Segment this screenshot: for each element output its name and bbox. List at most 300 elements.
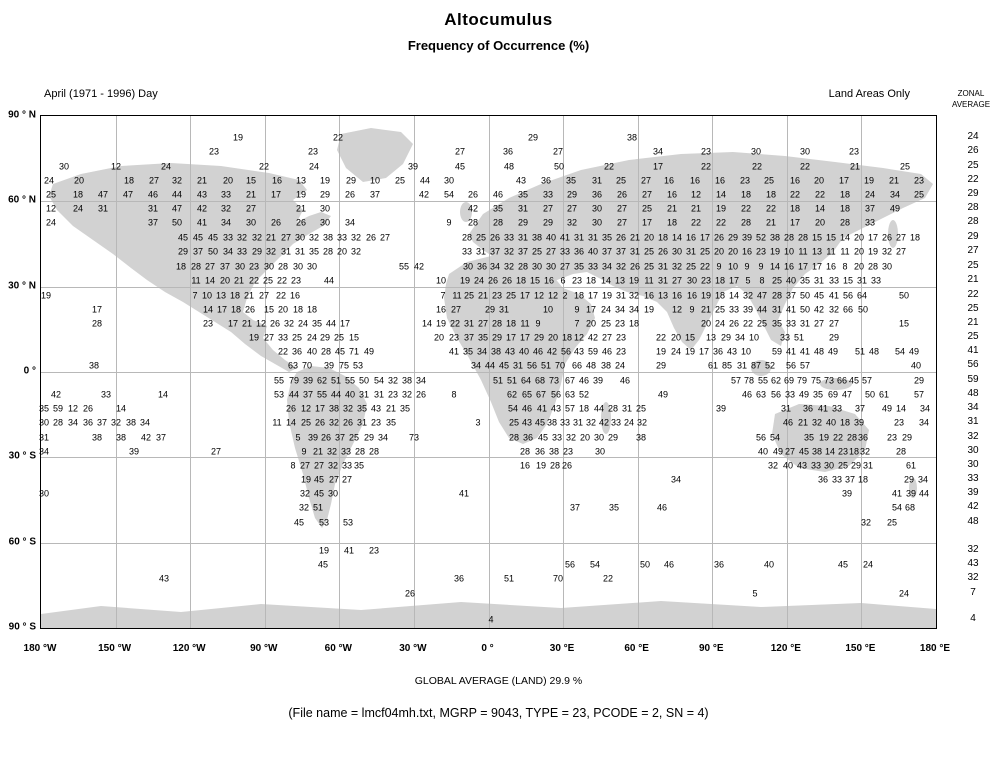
frequency-value: 18 [573, 290, 585, 301]
frequency-value: 24 [714, 318, 726, 329]
frequency-value: 27 [204, 261, 216, 272]
frequency-value: 29 [517, 217, 529, 228]
frequency-value: 23 [700, 275, 712, 286]
frequency-value: 27 [640, 175, 652, 186]
frequency-value: 45 [293, 517, 305, 528]
frequency-value: 20 [670, 332, 682, 343]
frequency-value: 50 [799, 304, 811, 315]
frequency-value: 27 [148, 175, 160, 186]
frequency-value: 36 [476, 261, 488, 272]
frequency-value: 25 [600, 318, 612, 329]
frequency-value: 33 [336, 232, 348, 243]
frequency-value: 57 [913, 389, 925, 400]
y-axis-tick-label: 60 ° S [8, 536, 36, 548]
frequency-value: 36 [591, 189, 603, 200]
frequency-value: 8 [759, 275, 765, 286]
frequency-value: 25 [756, 318, 768, 329]
frequency-value: 25 [837, 460, 849, 471]
frequency-value: 34 [222, 246, 234, 257]
frequency-value: 26 [244, 304, 256, 315]
frequency-value: 41 [785, 346, 797, 357]
frequency-value: 54 [507, 403, 519, 414]
frequency-value: 42 [413, 261, 425, 272]
frequency-value: 27 [454, 146, 466, 157]
frequency-value: 17 [587, 290, 599, 301]
frequency-value: 27 [263, 332, 275, 343]
frequency-value: 20 [222, 175, 234, 186]
frequency-value: 37 [192, 246, 204, 257]
frequency-value: 33 [610, 417, 622, 428]
frequency-value: 30 [292, 261, 304, 272]
frequency-value: 27 [450, 304, 462, 315]
frequency-value: 25 [463, 290, 475, 301]
frequency-value: 37 [369, 189, 381, 200]
zonal-average-value: 32 [967, 572, 979, 583]
frequency-value: 19 [655, 346, 667, 357]
frequency-value: 31 [512, 360, 524, 371]
frequency-value: 27 [671, 275, 683, 286]
frequency-value: 20 [336, 246, 348, 257]
frequency-value: 17 [216, 304, 228, 315]
frequency-value: 33 [551, 432, 563, 443]
frequency-value: 19 [601, 290, 613, 301]
frequency-value: 19 [535, 460, 547, 471]
frequency-value: 16 [789, 175, 801, 186]
frequency-value: 39 [407, 161, 419, 172]
frequency-value: 29 [363, 432, 375, 443]
frequency-value: 36 [713, 559, 725, 570]
frequency-value: 19 [818, 432, 830, 443]
frequency-value: 42 [467, 203, 479, 214]
frequency-value: 35 [492, 203, 504, 214]
frequency-value: 39 [741, 232, 753, 243]
frequency-value: 40 [518, 346, 530, 357]
frequency-value: 7 [440, 290, 446, 301]
zonal-average-value: 22 [967, 174, 979, 185]
frequency-value: 33 [864, 217, 876, 228]
frequency-value: 46 [656, 502, 668, 513]
frequency-value: 26 [320, 432, 332, 443]
frequency-value: 28 [277, 261, 289, 272]
frequency-value: 18 [229, 290, 241, 301]
zonal-average-value: 30 [967, 445, 979, 456]
frequency-value: 21 [196, 175, 208, 186]
frequency-value: 32 [401, 389, 413, 400]
frequency-value: 22 [690, 217, 702, 228]
frequency-value: 55 [273, 375, 285, 386]
frequency-value: 43 [504, 346, 516, 357]
frequency-value: 12 [671, 304, 683, 315]
frequency-value: 23 [913, 175, 925, 186]
frequency-value: 13 [215, 290, 227, 301]
frequency-value: 17 [227, 318, 239, 329]
landmass [337, 128, 413, 182]
frequency-value: 16 [685, 232, 697, 243]
frequency-value: 61 [707, 360, 719, 371]
frequency-value: 29 [655, 360, 667, 371]
frequency-value: 31 [862, 460, 874, 471]
frequency-value: 20 [700, 318, 712, 329]
frequency-value: 29 [542, 217, 554, 228]
frequency-value: 66 [571, 360, 583, 371]
frequency-value: 14 [814, 203, 826, 214]
frequency-value: 18 [714, 290, 726, 301]
frequency-value: 19 [232, 132, 244, 143]
frequency-value: 16 [643, 290, 655, 301]
frequency-value: 33 [831, 474, 843, 485]
zonal-average-value: 34 [967, 402, 979, 413]
frequency-value: 23 [448, 332, 460, 343]
frequency-value: 34 [628, 304, 640, 315]
frequency-value: 17 [797, 261, 809, 272]
frequency-value: 13 [657, 290, 669, 301]
frequency-value: 18 [585, 275, 597, 286]
zonal-average-value: 29 [967, 231, 979, 242]
frequency-value: 30 [263, 261, 275, 272]
frequency-value: 36 [802, 403, 814, 414]
frequency-value: 22 [715, 217, 727, 228]
frequency-value: 22 [814, 189, 826, 200]
frequency-value: 27 [328, 474, 340, 485]
frequency-value: 18 [714, 275, 726, 286]
frequency-value: 21 [312, 446, 324, 457]
frequency-value: 17 [728, 275, 740, 286]
frequency-value: 39 [715, 403, 727, 414]
frequency-value: 62 [316, 375, 328, 386]
frequency-value: 36 [291, 346, 303, 357]
frequency-value: 33 [810, 460, 822, 471]
frequency-value: 18 [848, 446, 860, 457]
y-axis-tick-label: 0 ° [23, 365, 36, 377]
frequency-value: 45 [837, 559, 849, 570]
frequency-value: 34 [415, 375, 427, 386]
frequency-value: 23 [562, 446, 574, 457]
frequency-value: 28 [492, 217, 504, 228]
frequency-value: 28 [320, 346, 332, 357]
frequency-value: 39 [592, 375, 604, 386]
frequency-value: 42 [50, 389, 62, 400]
frequency-value: 35 [803, 432, 815, 443]
frequency-value: 71 [348, 346, 360, 357]
frequency-value: 31 [373, 389, 385, 400]
frequency-value: 50 [864, 389, 876, 400]
frequency-value: 21 [245, 189, 257, 200]
frequency-value: 26 [82, 403, 94, 414]
frequency-value: 56 [526, 360, 538, 371]
y-axis-tick-label: 90 ° N [8, 109, 36, 121]
frequency-value: 41 [817, 403, 829, 414]
x-axis-tick-label: 120 °E [770, 643, 801, 654]
frequency-value: 19 [319, 175, 331, 186]
frequency-value: 34 [489, 261, 501, 272]
frequency-value: 31 [517, 232, 529, 243]
frequency-value: 47 [756, 290, 768, 301]
frequency-value: 26 [616, 189, 628, 200]
frequency-value: 45 [454, 161, 466, 172]
frequency-value: 38 [635, 432, 647, 443]
frequency-value: 29 [850, 460, 862, 471]
frequency-value: 35 [477, 332, 489, 343]
frequency-value: 53 [352, 360, 364, 371]
frequency-value: 18 [839, 203, 851, 214]
frequency-value: 42 [418, 189, 430, 200]
frequency-value: 26 [629, 261, 641, 272]
frequency-value: 30 [591, 203, 603, 214]
frequency-value: 43 [796, 460, 808, 471]
frequency-value: 39 [905, 488, 917, 499]
frequency-value: 25 [899, 161, 911, 172]
zonal-header-line1: ZONAL [957, 89, 985, 98]
frequency-value: 30 [593, 432, 605, 443]
frequency-value: 31 [280, 246, 292, 257]
frequency-value: 28 [740, 217, 752, 228]
frequency-value: 24 [306, 332, 318, 343]
frequency-value: 50 [898, 290, 910, 301]
frequency-value: 29 [319, 332, 331, 343]
frequency-value: 32 [615, 261, 627, 272]
frequency-value: 31 [657, 275, 669, 286]
frequency-value: 26 [728, 318, 740, 329]
frequency-value: 8 [290, 460, 296, 471]
frequency-value: 33 [503, 232, 515, 243]
frequency-value: 15 [245, 175, 257, 186]
frequency-value: 20 [853, 261, 865, 272]
frequency-value: 16 [714, 175, 726, 186]
frequency-value: 36 [573, 246, 585, 257]
frequency-value: 24 [45, 217, 57, 228]
frequency-value: 38 [91, 432, 103, 443]
frequency-value: 15 [263, 304, 275, 315]
frequency-value: 37 [302, 389, 314, 400]
frequency-value: 37 [334, 432, 346, 443]
area-label: Land Areas Only [828, 88, 910, 100]
frequency-value: 12 [67, 403, 79, 414]
frequency-value: 26 [561, 460, 573, 471]
frequency-value: 14 [769, 261, 781, 272]
frequency-value: 15 [348, 332, 360, 343]
frequency-value: 49 [772, 446, 784, 457]
frequency-value: 54 [373, 375, 385, 386]
frequency-value: 17 [270, 189, 282, 200]
frequency-value: 18 [789, 203, 801, 214]
frequency-value: 33 [831, 403, 843, 414]
frequency-value: 18 [666, 217, 678, 228]
frequency-value: 44 [419, 175, 431, 186]
frequency-value: 49 [889, 203, 901, 214]
frequency-value: 14 [157, 389, 169, 400]
frequency-value: 57 [730, 375, 742, 386]
frequency-value: 35 [399, 403, 411, 414]
zonal-average-value: 28 [967, 202, 979, 213]
frequency-value: 31 [147, 203, 159, 214]
frequency-value: 17 [698, 346, 710, 357]
frequency-value: 39 [323, 360, 335, 371]
frequency-value: 21 [241, 318, 253, 329]
frequency-value: 9 [689, 304, 695, 315]
frequency-value: 55 [757, 375, 769, 386]
period-label: April (1971 - 1996) Day [44, 88, 158, 100]
frequency-value: 52 [755, 232, 767, 243]
frequency-value: 33 [277, 332, 289, 343]
frequency-value: 23 [491, 290, 503, 301]
frequency-value: 37 [844, 474, 856, 485]
frequency-value: 73 [408, 432, 420, 443]
frequency-value: 32 [327, 460, 339, 471]
frequency-value: 22 [742, 318, 754, 329]
frequency-value: 46 [578, 375, 590, 386]
frequency-value: 57 [564, 403, 576, 414]
frequency-value: 57 [799, 360, 811, 371]
frequency-value: 13 [811, 246, 823, 257]
frequency-value: 56 [785, 360, 797, 371]
frequency-value: 32 [265, 246, 277, 257]
frequency-value: 31 [629, 246, 641, 257]
frequency-value: 37 [601, 246, 613, 257]
frequency-value: 17 [519, 332, 531, 343]
frequency-value: 36 [522, 432, 534, 443]
frequency-value: 42 [598, 417, 610, 428]
frequency-value: 18 [909, 232, 921, 243]
frequency-value: 9 [535, 318, 541, 329]
frequency-value: 28 [368, 446, 380, 457]
frequency-value: 24 [670, 346, 682, 357]
frequency-value: 40 [763, 559, 775, 570]
frequency-value: 55 [316, 389, 328, 400]
frequency-value: 30 [462, 261, 474, 272]
frequency-value: 30 [294, 232, 306, 243]
frequency-value: 28 [52, 417, 64, 428]
frequency-value: 34 [344, 217, 356, 228]
frequency-value: 16 [686, 290, 698, 301]
frequency-value: 21 [243, 290, 255, 301]
frequency-value: 37 [517, 246, 529, 257]
frequency-value: 32 [110, 417, 122, 428]
frequency-value: 22 [700, 161, 712, 172]
frequency-value: 23 [387, 389, 399, 400]
frequency-value: 40 [785, 275, 797, 286]
frequency-value: 23 [208, 146, 220, 157]
frequency-value: 28 [846, 432, 858, 443]
grid-line-horizontal [41, 201, 936, 202]
frequency-value: 26 [404, 588, 416, 599]
frequency-value: 18 [578, 403, 590, 414]
zonal-average-value: 31 [967, 416, 979, 427]
frequency-value: 31 [294, 246, 306, 257]
y-axis-tick-label: 30 ° S [8, 450, 36, 462]
frequency-value: 22 [655, 332, 667, 343]
x-axis-tick-label: 0 ° [481, 643, 494, 654]
frequency-value: 4 [488, 614, 494, 625]
frequency-value: 20 [853, 232, 865, 243]
frequency-value: 18 [839, 189, 851, 200]
frequency-value: 49 [827, 346, 839, 357]
frequency-value: 30 [306, 261, 318, 272]
frequency-value: 16 [663, 175, 675, 186]
frequency-value: 33 [222, 232, 234, 243]
frequency-value: 19 [300, 474, 312, 485]
frequency-value: 27 [813, 318, 825, 329]
frequency-value: 41 [458, 488, 470, 499]
frequency-value: 19 [295, 189, 307, 200]
frequency-value: 28 [797, 232, 809, 243]
frequency-value: 30 [327, 488, 339, 499]
frequency-value: 30 [319, 217, 331, 228]
frequency-value: 43 [515, 175, 527, 186]
frequency-value: 15 [825, 232, 837, 243]
frequency-value: 26 [615, 232, 627, 243]
frequency-value: 15 [684, 332, 696, 343]
frequency-value: 44 [330, 389, 342, 400]
x-axis-tick-label: 60 °E [624, 643, 649, 654]
frequency-value: 7 [192, 290, 198, 301]
frequency-value: 25 [635, 403, 647, 414]
frequency-value: 70 [552, 573, 564, 584]
frequency-value: 37 [785, 290, 797, 301]
frequency-value: 17 [339, 318, 351, 329]
frequency-value: 32 [171, 175, 183, 186]
frequency-value: 75 [810, 375, 822, 386]
frequency-value: 13 [295, 175, 307, 186]
zonal-average-value: 25 [967, 303, 979, 314]
frequency-value: 24 [72, 203, 84, 214]
frequency-value: 18 [230, 304, 242, 315]
frequency-value: 32 [566, 217, 578, 228]
zonal-average-value: 29 [967, 188, 979, 199]
frequency-value: 11 [826, 246, 836, 257]
frequency-value: 26 [713, 232, 725, 243]
frequency-value: 28 [461, 232, 473, 243]
frequency-value: 34 [476, 346, 488, 357]
frequency-value: 14 [204, 275, 216, 286]
frequency-value: 14 [839, 232, 851, 243]
frequency-value: 20 [547, 332, 559, 343]
zonal-header-line2: AVERAGE [951, 100, 991, 109]
frequency-value: 53 [342, 517, 354, 528]
frequency-value: 9 [574, 304, 580, 315]
frequency-value: 38 [626, 132, 638, 143]
frequency-value: 27 [552, 146, 564, 157]
frequency-value: 38 [115, 432, 127, 443]
frequency-value: 41 [448, 346, 460, 357]
frequency-value: 25 [763, 175, 775, 186]
frequency-value: 33 [220, 189, 232, 200]
frequency-value: 33 [587, 261, 599, 272]
frequency-value: 37 [463, 332, 475, 343]
frequency-value: 56 [842, 290, 854, 301]
frequency-value: 41 [891, 488, 903, 499]
frequency-value: 29 [533, 332, 545, 343]
zonal-average-value: 22 [967, 289, 979, 300]
frequency-value: 79 [288, 375, 300, 386]
frequency-value: 35 [385, 417, 397, 428]
frequency-value: 10 [727, 261, 739, 272]
frequency-value: 40 [306, 346, 318, 357]
frequency-value: 46 [619, 375, 631, 386]
frequency-value: 16 [825, 261, 837, 272]
frequency-value: 26 [501, 275, 513, 286]
frequency-value: 44 [593, 403, 605, 414]
frequency-value: 38 [548, 446, 560, 457]
frequency-value: 3 [475, 417, 481, 428]
frequency-value: 54 [443, 189, 455, 200]
frequency-value: 22 [449, 318, 461, 329]
frequency-value: 50 [358, 375, 370, 386]
frequency-value: 11 [840, 246, 850, 257]
frequency-value: 46 [521, 403, 533, 414]
frequency-value: 30 [823, 460, 835, 471]
frequency-value: 19 [459, 275, 471, 286]
frequency-value: 35 [38, 403, 50, 414]
